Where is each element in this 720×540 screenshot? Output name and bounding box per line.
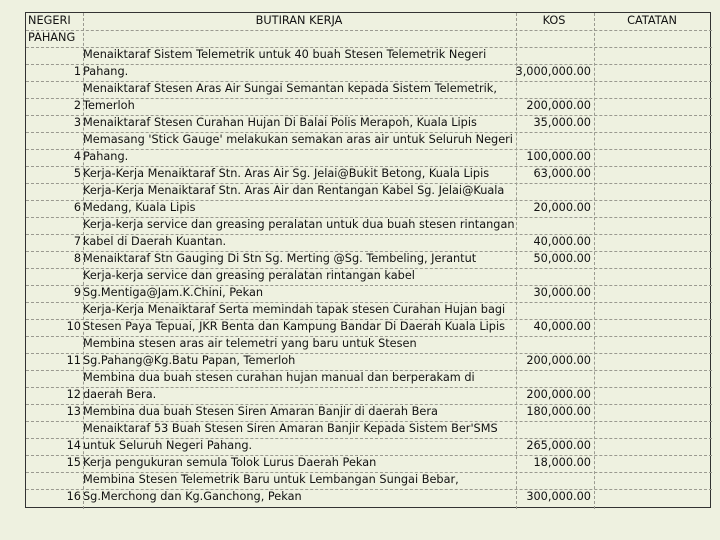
butiran-text: Menaiktaraf Stesen Aras Air Sungai Semantan kepada Sistem Telemetrik, <box>83 82 497 95</box>
kos-value: 200,000.00 <box>526 99 591 112</box>
kos-value: 200,000.00 <box>526 388 591 401</box>
kos-value: 3,000,000.00 <box>515 65 591 78</box>
butiran-text: Kerja-kerja service dan greasing peralatan untuk dua buah stesen rintangan <box>83 218 515 231</box>
butiran-text: Membina dua buah stesen curahan hujan manual dan berperakam di <box>83 371 475 384</box>
butiran-text: Kerja-kerja service dan greasing peralatan rintangan kabel <box>83 269 415 282</box>
row-number: 13 <box>66 405 81 418</box>
header-pahang: PAHANG <box>28 31 76 44</box>
row-number: 4 <box>73 150 81 163</box>
row-number: 10 <box>66 320 81 333</box>
row-number: 16 <box>66 490 81 503</box>
butiran-text: Kerja-Kerja Menaiktaraf Stn. Aras Air dan Rentangan Kabel Sg. Jelai@Kuala <box>83 184 505 197</box>
butiran-text: Menaiktaraf Stn Gauging Di Stn Sg. Merting @Sg. Tembeling, Jerantut <box>83 252 477 265</box>
butiran-text: Kerja pengukuran semula Tolok Lurus Daerah Pekan <box>83 456 377 469</box>
row-number: 2 <box>73 99 81 112</box>
header-kos: KOS <box>542 14 566 27</box>
kos-value: 300,000.00 <box>526 490 591 503</box>
header-butiran: BUTIRAN KERJA <box>255 14 343 27</box>
row-number: 11 <box>66 354 81 367</box>
kos-value: 50,000.00 <box>533 252 591 265</box>
butiran-text: Medang, Kuala Lipis <box>83 201 196 214</box>
butiran-text: Menaiktaraf Sistem Telemetrik untuk 40 buah Stesen Telemetrik Negeri <box>83 48 487 61</box>
kos-value: 180,000.00 <box>526 405 591 418</box>
kos-value: 18,000.00 <box>533 456 591 469</box>
row-number: 1 <box>73 65 81 78</box>
butiran-text: Sg.Merchong dan Kg.Ganchong, Pekan <box>83 490 302 503</box>
butiran-text: kabel di Daerah Kuantan. <box>83 235 227 248</box>
butiran-text: Pahang. <box>83 65 129 78</box>
header-catatan: CATATAN <box>627 14 677 27</box>
row-divider <box>26 30 712 31</box>
header-negeri: NEGERI <box>28 14 71 27</box>
kos-value: 265,000.00 <box>526 439 591 452</box>
kos-value: 40,000.00 <box>533 235 591 248</box>
kos-value: 100,000.00 <box>526 150 591 163</box>
row-number: 12 <box>66 388 81 401</box>
kos-value: 35,000.00 <box>533 116 591 129</box>
kos-value: 20,000.00 <box>533 201 591 214</box>
row-number: 6 <box>73 201 81 214</box>
butiran-text: Sg.Mentiga@Jam.K.Chini, Pekan <box>83 286 264 299</box>
row-number: 8 <box>73 252 81 265</box>
butiran-text: Membina stesen aras air telemetri yang baru untuk Stesen <box>83 337 417 350</box>
kos-value: 63,000.00 <box>533 167 591 180</box>
butiran-text: Sg.Pahang@Kg.Batu Papan, Temerloh <box>83 354 296 367</box>
butiran-text: Pahang. <box>83 150 129 163</box>
butiran-text: Stesen Paya Tepuai, JKR Benta dan Kampung Bandar Di Daerah Kuala Lipis <box>83 320 505 333</box>
kos-value: 30,000.00 <box>533 286 591 299</box>
butiran-text: Membina dua buah Stesen Siren Amaran Banjir di daerah Bera <box>83 405 438 418</box>
row-number: 7 <box>73 235 81 248</box>
spreadsheet <box>25 12 711 508</box>
butiran-text: Memasang 'Stick Gauge' melakukan semakan aras air untuk Seluruh Negeri <box>83 133 513 146</box>
butiran-text: Membina Stesen Telemetrik Baru untuk Lembangan Sungai Bebar, <box>83 473 459 486</box>
row-number: 15 <box>66 456 81 469</box>
row-number: 3 <box>73 116 81 129</box>
kos-value: 40,000.00 <box>533 320 591 333</box>
butiran-text: untuk Seluruh Negeri Pahang. <box>83 439 253 452</box>
butiran-text: Menaiktaraf Stesen Curahan Hujan Di Balai Polis Merapoh, Kuala Lipis <box>83 116 477 129</box>
column-divider <box>594 13 595 509</box>
butiran-text: daerah Bera. <box>83 388 157 401</box>
kos-value: 200,000.00 <box>526 354 591 367</box>
butiran-text: Temerloh <box>83 99 135 112</box>
butiran-text: Kerja-Kerja Menaiktaraf Serta memindah tapak stesen Curahan Hujan bagi <box>83 303 506 316</box>
row-number: 9 <box>73 286 81 299</box>
butiran-text: Menaiktaraf 53 Buah Stesen Siren Amaran Banjir Kepada Sistem Ber'SMS <box>83 422 498 435</box>
row-number: 5 <box>73 167 81 180</box>
butiran-text: Kerja-Kerja Menaiktaraf Stn. Aras Air Sg. Jelai@Bukit Betong, Kuala Lipis <box>83 167 490 180</box>
row-number: 14 <box>66 439 81 452</box>
